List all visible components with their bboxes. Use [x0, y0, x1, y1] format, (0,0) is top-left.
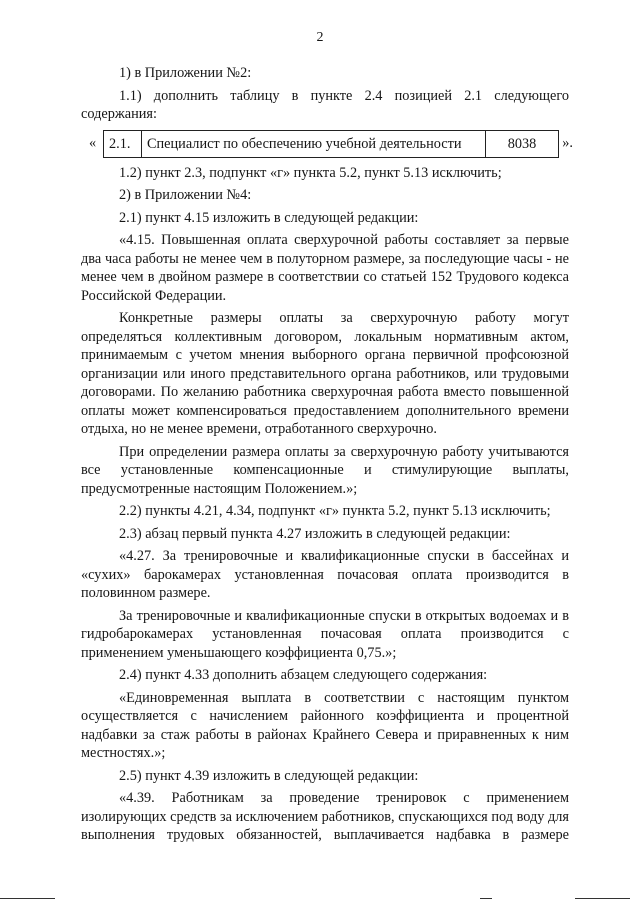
- paragraph-2-2: 2.2) пункты 4.21, 4.34, подпункт «г» пункта 5.2, пункт 5.13 исключить;: [119, 503, 551, 519]
- quote-open: «: [89, 134, 97, 151]
- paragraph-1: 1) в Приложении №2:: [119, 65, 252, 81]
- clause-4-15: «4.15. Повышенная оплата сверхурочной работы составляет за первые два часа работы не менее чем в полуторном размере, за последующие часы - не менее чем в двойном размере в соответствии со статьей 152 Трудового кодекса Российской Федерации.: [81, 232, 569, 304]
- clause-4-27-open-water: За тренировочные и квалификационные спуски в открытых водоемах и в гидробарокамерах установленная почасовая оплата производится с применением уменьшающего коэффициента 0,75.»;: [81, 607, 569, 661]
- paragraph-2-5: 2.5) пункт 4.39 изложить в следующей редакции:: [119, 767, 419, 784]
- clause-4-15-specific-sizes: Конкретные размеры оплаты за сверхурочную работу могут определяться коллективным договором, локальным нормативным актом, принимаемым с учетом мнения выборного органа первичной профсоюзной организации или иного представительного органа работников, или трудовыми договорами. По желанию работника сверхурочная работа вместо повышенной оплаты может компенсироваться предоставлением дополнительного времени отдыха, но не менее времени, отработанного сверхурочно.: [81, 310, 569, 437]
- paragraph-2: 2) в Приложении №4:: [119, 187, 252, 203]
- position-code: 8038: [486, 130, 559, 157]
- paragraph-2-4: 2.4) пункт 4.33 дополнить абзацем следующего содержания:: [119, 667, 488, 683]
- clause-4-27: «4.27. За тренировочные и квалификационные спуски в бассейнах и «сухих» барокамерах установленная почасовая оплата производится в половинном размере.: [81, 548, 569, 601]
- paragraph-2-1: 2.1) пункт 4.15 изложить в следующей редакции:: [119, 209, 419, 226]
- page-number: 2: [316, 30, 324, 45]
- paragraph-1-2: 1.2) пункт 2.3, подпункт «г» пункта 5.2, пункт 5.13 исключить;: [119, 164, 502, 181]
- quote-close: ».: [562, 134, 573, 151]
- document-body: [81, 64, 573, 849]
- clause-4-39: «4.39. Работникам за проведение тренировок с применением изолирующих средств за исключением работников, спускающихся под воду для выполнения трудовых обязанностей, выплачивается надбавка в размере: [81, 790, 569, 843]
- clause-4-33-addition: «Единовременная выплата в соответствии с настоящим пунктом осуществляется с начислением районного коэффициента и процентной надбавки за стаж работы в районах Крайнего Севера и приравненных к ним местностях.»;: [81, 689, 569, 761]
- position-table: [103, 130, 559, 158]
- paragraph-2-3: 2.3) абзац первый пункта 4.27 изложить в следующей редакции:: [119, 525, 511, 542]
- scan-edge-mark-middle: [480, 898, 492, 899]
- inserted-table-row: [81, 130, 573, 158]
- position-number: 2.1.: [104, 130, 142, 157]
- clause-4-15-determination: При определении размера оплаты за сверхурочную работу учитываются все установленные компенсационные и стимулирующие выплаты, предусмотренные настоящим Положением.»;: [81, 443, 569, 497]
- table-row: [104, 130, 559, 157]
- position-name: Специалист по обеспечению учебной деятельности: [142, 130, 486, 157]
- scan-edge-mark-left: [0, 898, 55, 899]
- paragraph-1-1: 1.1) дополнить таблицу в пункте 2.4 позицией 2.1 следующего содержания:: [81, 87, 569, 122]
- scan-edge-mark-right: [575, 898, 630, 899]
